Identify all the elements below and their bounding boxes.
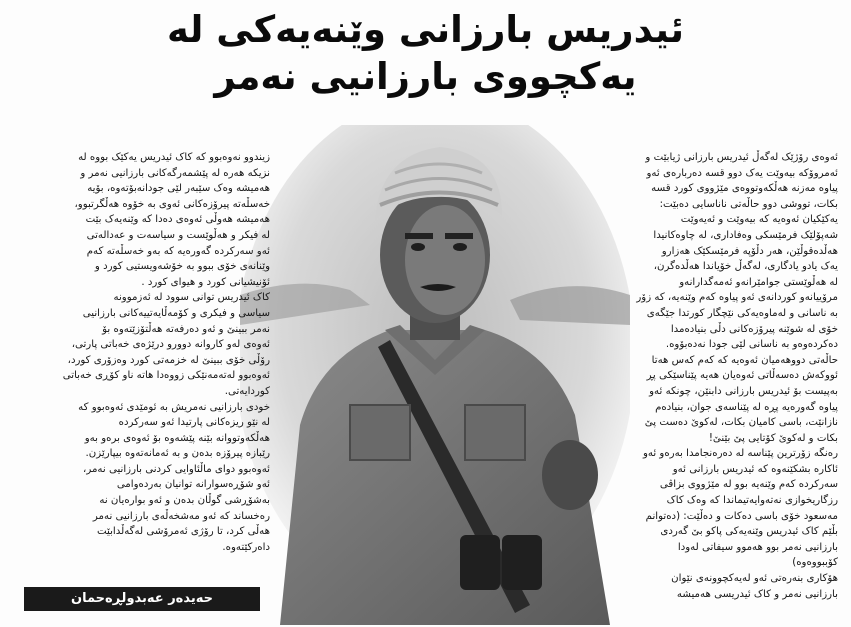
text-line: بەپیست بۆ ئیدریس بارزانی دابنێن، چونکە ئەو <box>649 385 838 397</box>
text-line: بارزانیی نەمر و کاک ئیدریسی هەمیشە <box>676 588 838 600</box>
article-column-right <box>598 150 838 602</box>
text-line: هۆکاری بنەرەتی ئەو لەیەکچوونەی نێوان <box>671 573 838 585</box>
text-line: پیاوە گەورەیە پڕە لە پێناسەی جوان، بنیادەم <box>655 401 838 413</box>
text-line: ئەوەبوو دوای ماڵئاوایی کردنی بارزانیی نەمر، <box>83 463 270 475</box>
text-line: بە ناسانی و لەماوەیەکی نێچگار کورتدا جێگەی <box>646 307 838 319</box>
text-line: ئەمروۆکە بیەوێت یەک دوو قسە دەربارەی ئەو <box>646 167 838 179</box>
text-line: حاڵەتی دووهەمیان ئەوەیە کە کەم کەس هەتا <box>651 354 838 366</box>
article-column-left <box>20 150 270 555</box>
text-line: لە هەڵوێستی جوامێرانەو ئەمەگدارانەو <box>679 276 838 288</box>
text-line: لە فیکر و هەڵوێست و سیاسەت و عەدالەتی <box>86 229 270 241</box>
text-line: مەسعود خۆی باسی دەکات و دەڵێت: (دەتوانم <box>645 510 838 522</box>
text-line: هەڵکەوتووانە بێنە پێشەوە بۆ ئەوەی برەو بەو <box>84 432 270 444</box>
author-byline: حەیدەر عەبدولڕەحمان <box>24 587 260 611</box>
text-line: ئەوەبوو لەتەمەنێکی زووەدا هاتە ناو کۆڕی خەباتی <box>62 370 270 382</box>
text-line: پیاوە مەزنە هەڵکەوتووەی مێژووی کورد قسە <box>651 183 838 195</box>
text-line: داەرکێتەوە. <box>222 541 270 553</box>
headline-line-2: یەکچووی بارزانیی نەمر <box>214 55 637 98</box>
text-line: ئەوەی لەو کاروانە دوورو درێژەی خەباتی پارتی، <box>71 339 270 351</box>
text-line: خۆی لە شوێنە پیرۆزەکانی دڵی بنیادەمدا <box>670 323 838 335</box>
text-line: هەڵی کرد، تا رۆژی ئەمرۆشی لەگەڵدابێت <box>97 526 270 538</box>
text-line: نازانێت، باسی کامیان بکات، لەکوێ دەست پێ <box>644 417 838 429</box>
text-line: هەڵدەقوڵێن، هەر دڵۆپە فرمێسکێک هەزارو <box>661 245 838 257</box>
text-line: هەمیشە هەوڵی ئەوەی دەدا کە وێنەیەک بێت <box>85 214 270 226</box>
text-line: نزیکە هەرە لە پێشمەرگەکانی بارزانیی نەمر و <box>80 167 270 179</box>
text-line: هەمیشە وەک سێبەر لێی جودانەبۆتەوە، بۆیە <box>87 183 270 195</box>
text-line: شەپۆلێک فرمێسکی وەفاداری، لە چاوەکانیدا <box>653 229 838 241</box>
headline <box>20 6 831 100</box>
text-line: بڵێم کاک ئیدریس وێنەیەکی پاکو بێ گەردی <box>660 526 838 538</box>
text-line: دەکردەوەو بە ناسانی لێی جودا نەدەبۆوە. <box>665 339 838 351</box>
text-line: رزگاریخوازی نەتەوایەتیماندا کە وەک کاک <box>666 495 838 507</box>
text-line: سەرکردە کەم وێنەیە بوو لە مێژووی بزاڤی <box>659 479 838 491</box>
text-line: مرۆییانەو کوردانەی ئەو پیاوە کەم وێنەیە، کە زۆر <box>636 292 838 304</box>
text-line: کوردایەتی. <box>224 385 270 397</box>
text-line: بەشۆڕشی گوڵان بدەن و ئەو بوارەیان نە <box>99 495 270 507</box>
text-line: یەکێکیان ئەوەیە کە بیەوێت و ئەیەوێت <box>680 214 838 226</box>
text-line: کۆببووەوە) <box>792 557 838 569</box>
text-line: خودی بارزانیی نەمریش بە ئومێدی ئەوەبوو کە <box>78 401 270 413</box>
text-line: رێبازە پیرۆزە بدەن و بە ئەمانەتەوە بیپارێزن. <box>85 448 270 460</box>
text-line: ئاکارە بشکێنەوە کە ئیدریس بارزانی ئەو <box>672 463 838 475</box>
portrait-photo <box>240 125 630 625</box>
text-line: خەسڵەتە پیرۆزەکانی ئەوی بە خۆوە هەڵگرتبوو، <box>74 198 270 210</box>
text-line: وێنانەی خۆی ببوو بە خۆشەویستیی کورد و <box>94 261 270 273</box>
text-line: رۆڵی خۆی ببینێ لە خزمەتی کورد وەزۆری کورد، <box>67 354 270 366</box>
headline-line-1: ئیدریس بارزانی وێنەیەکی لە <box>167 8 684 51</box>
text-line: ئۆنیشیانی کورد و هیوای کورد . <box>141 276 270 288</box>
text-line: بکات، تووشی دوو حاڵەتی ناناسایی دەبێت: <box>659 198 838 210</box>
text-line: زیندوو نەوەبوو کە کاک ئیدریس یەکێک بووە لە <box>78 152 270 163</box>
text-line: نەمر ببینێ و ئەو دەرفەتە هەڵتۆزێتەوە بۆ <box>102 323 270 335</box>
text-line: بکات و لەکوێ کۆتایی پێ بێنێ! <box>708 432 838 444</box>
text-line: رەنگە زۆرترین پێناسە لە دەرەنجامدا بەرەو ئەو <box>642 448 838 460</box>
text-line: رەخساند کە ئەو مەشخەڵەی بارزانیی نەمر <box>92 510 270 522</box>
text-line: کاک ئیدریس توانی سوود لە ئەزموونە <box>113 292 270 304</box>
text-line: لە نێو ریزەکانی پارتیدا ئەو سەرکردە <box>118 417 270 429</box>
text-line: یەک یادو یادگاری، لەگەڵ خۆیاندا هەڵدەگرن، <box>653 261 838 273</box>
text-line: ئەو شۆڕەسوارانە توانیان بەردەوامی <box>116 479 270 491</box>
text-line: ئەو سەرکردە گەورەیە کە بەو خەسڵەتە کەم <box>86 245 270 257</box>
text-line: بارزانیی نەمر بوو هەموو سیفاتی لەودا <box>677 541 838 553</box>
text-line: ئەوەی رۆژێک لەگەڵ ئیدریس بارزانی ژیابێت و <box>645 152 838 163</box>
text-line: ئووکەش دەسەڵاتی ئەوەیان هەیە پێناسێکی پڕ <box>646 370 838 382</box>
text-line: سیاسی و فیکری و کۆمەڵایەتییەکانی بارزانیی <box>82 307 270 319</box>
